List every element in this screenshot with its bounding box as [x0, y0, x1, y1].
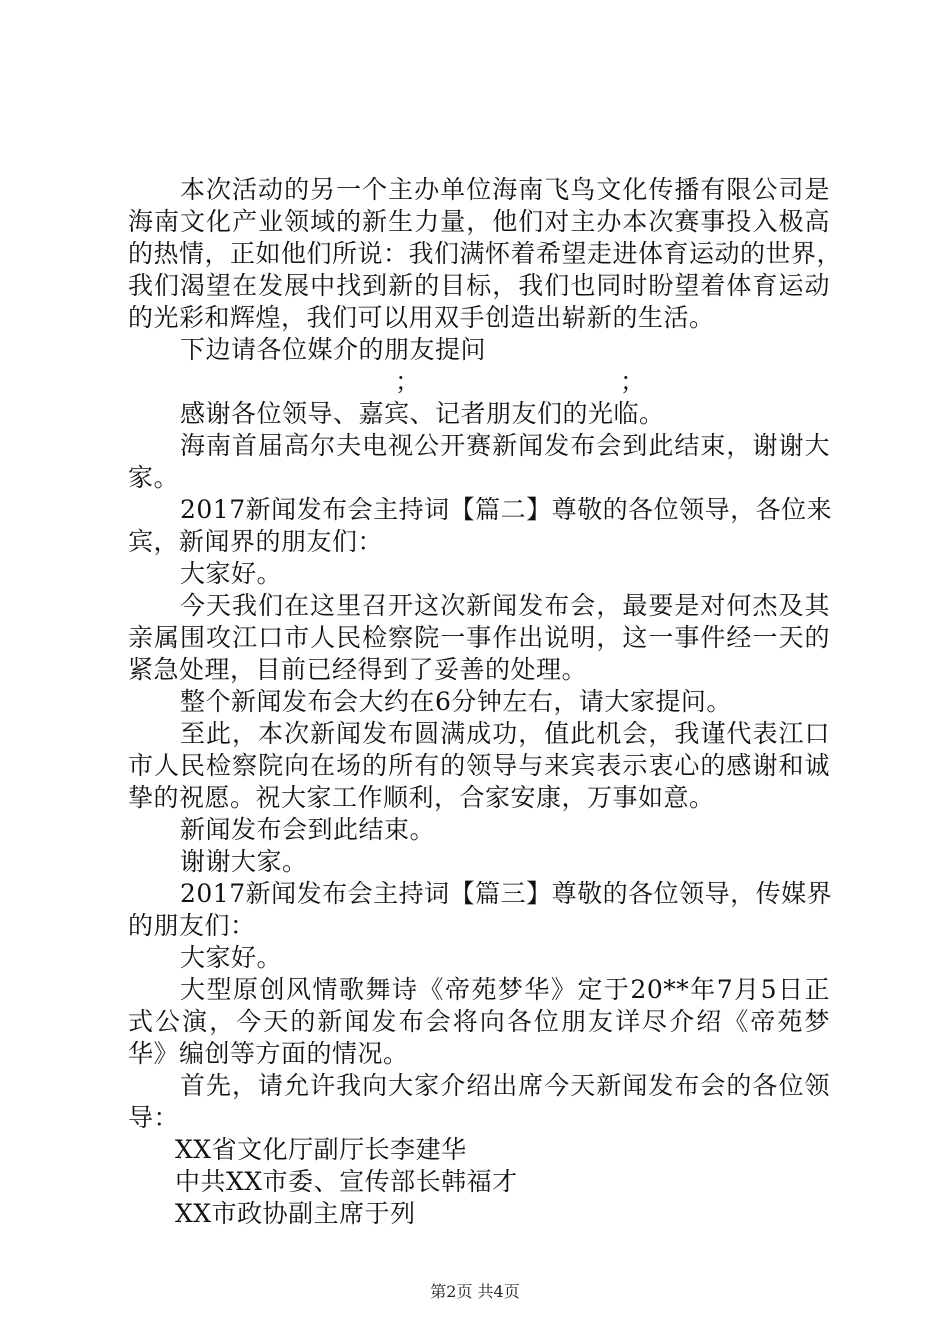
paragraph-line: 谢谢大家。	[180, 847, 308, 876]
semicolon-mark: ；	[395, 367, 421, 396]
paragraph-line: 至此，本次新闻发布圆满成功，值此机会，我谨代表江口	[180, 719, 830, 748]
paragraph-line: 海南首届高尔夫电视公开赛新闻发布会到此结束，谢谢大	[180, 431, 830, 460]
paragraph-line: 大型原创风情歌舞诗《帝苑梦华》定于20**年7月5日正	[180, 975, 830, 1004]
page-footer: 第2页 共4页	[430, 1282, 520, 1301]
paragraph-line: 市人民检察院向在场的所有的领导与来宾表示衷心的感谢和诚	[128, 751, 830, 780]
paragraph-line: 大家好。	[180, 943, 283, 972]
attendee-line: XX省文化厅副厅长李建华	[175, 1135, 467, 1164]
paragraph-line: 我们渴望在发展中找到新的目标，我们也同时盼望着体育运动	[128, 271, 830, 300]
paragraph-line: 华》编创等方面的情况。	[128, 1039, 409, 1068]
section-heading-line: 2017新闻发布会主持词【篇三】尊敬的各位领导，传媒界	[180, 879, 833, 908]
section-heading-line: 2017新闻发布会主持词【篇二】尊敬的各位领导，各位来	[180, 495, 833, 524]
attendee-line: 中共XX市委、宣传部长韩福才	[175, 1167, 518, 1196]
paragraph-line: 的光彩和辉煌，我们可以用双手创造出崭新的生活。	[128, 303, 715, 332]
paragraph-line: 新闻发布会到此结束。	[180, 815, 436, 844]
paragraph-line: 宾，新闻界的朋友们：	[128, 527, 384, 556]
paragraph-line: 整个新闻发布会大约在6分钟左右，请大家提问。	[180, 687, 732, 716]
paragraph-line: 本次活动的另一个主办单位海南飞鸟文化传播有限公司是	[180, 175, 830, 204]
semicolon-mark: ；	[620, 367, 646, 396]
paragraph-line: 紧急处理，目前已经得到了妥善的处理。	[128, 655, 588, 684]
paragraph-line: 大家好。	[180, 559, 283, 588]
paragraph-line: 式公演，今天的新闻发布会将向各位朋友详尽介绍《帝苑梦	[128, 1007, 830, 1036]
paragraph-line: 亲属围攻江口市人民检察院一事作出说明，这一事件经一天的	[128, 623, 830, 652]
paragraph-line: 今天我们在这里召开这次新闻发布会，最要是对何杰及其	[180, 591, 830, 620]
paragraph-line: 家。	[128, 463, 180, 492]
paragraph-line: 首先，请允许我向大家介绍出席今天新闻发布会的各位领	[180, 1071, 830, 1100]
paragraph-line: 挚的祝愿。祝大家工作顺利，合家安康，万事如意。	[128, 783, 715, 812]
paragraph-line: 感谢各位领导、嘉宾、记者朋友们的光临。	[180, 399, 665, 428]
paragraph-line: 海南文化产业领域的新生力量，他们对主办本次赛事投入极高	[128, 207, 830, 236]
paragraph-line: 导：	[128, 1103, 180, 1132]
paragraph-line: 的朋友们：	[128, 911, 256, 940]
paragraph-line: 下边请各位媒介的朋友提问	[180, 335, 487, 364]
attendee-line: XX市政协副主席于列	[175, 1199, 416, 1228]
paragraph-line: 的热情，正如他们所说：我们满怀着希望走进体育运动的世界，	[128, 239, 843, 268]
